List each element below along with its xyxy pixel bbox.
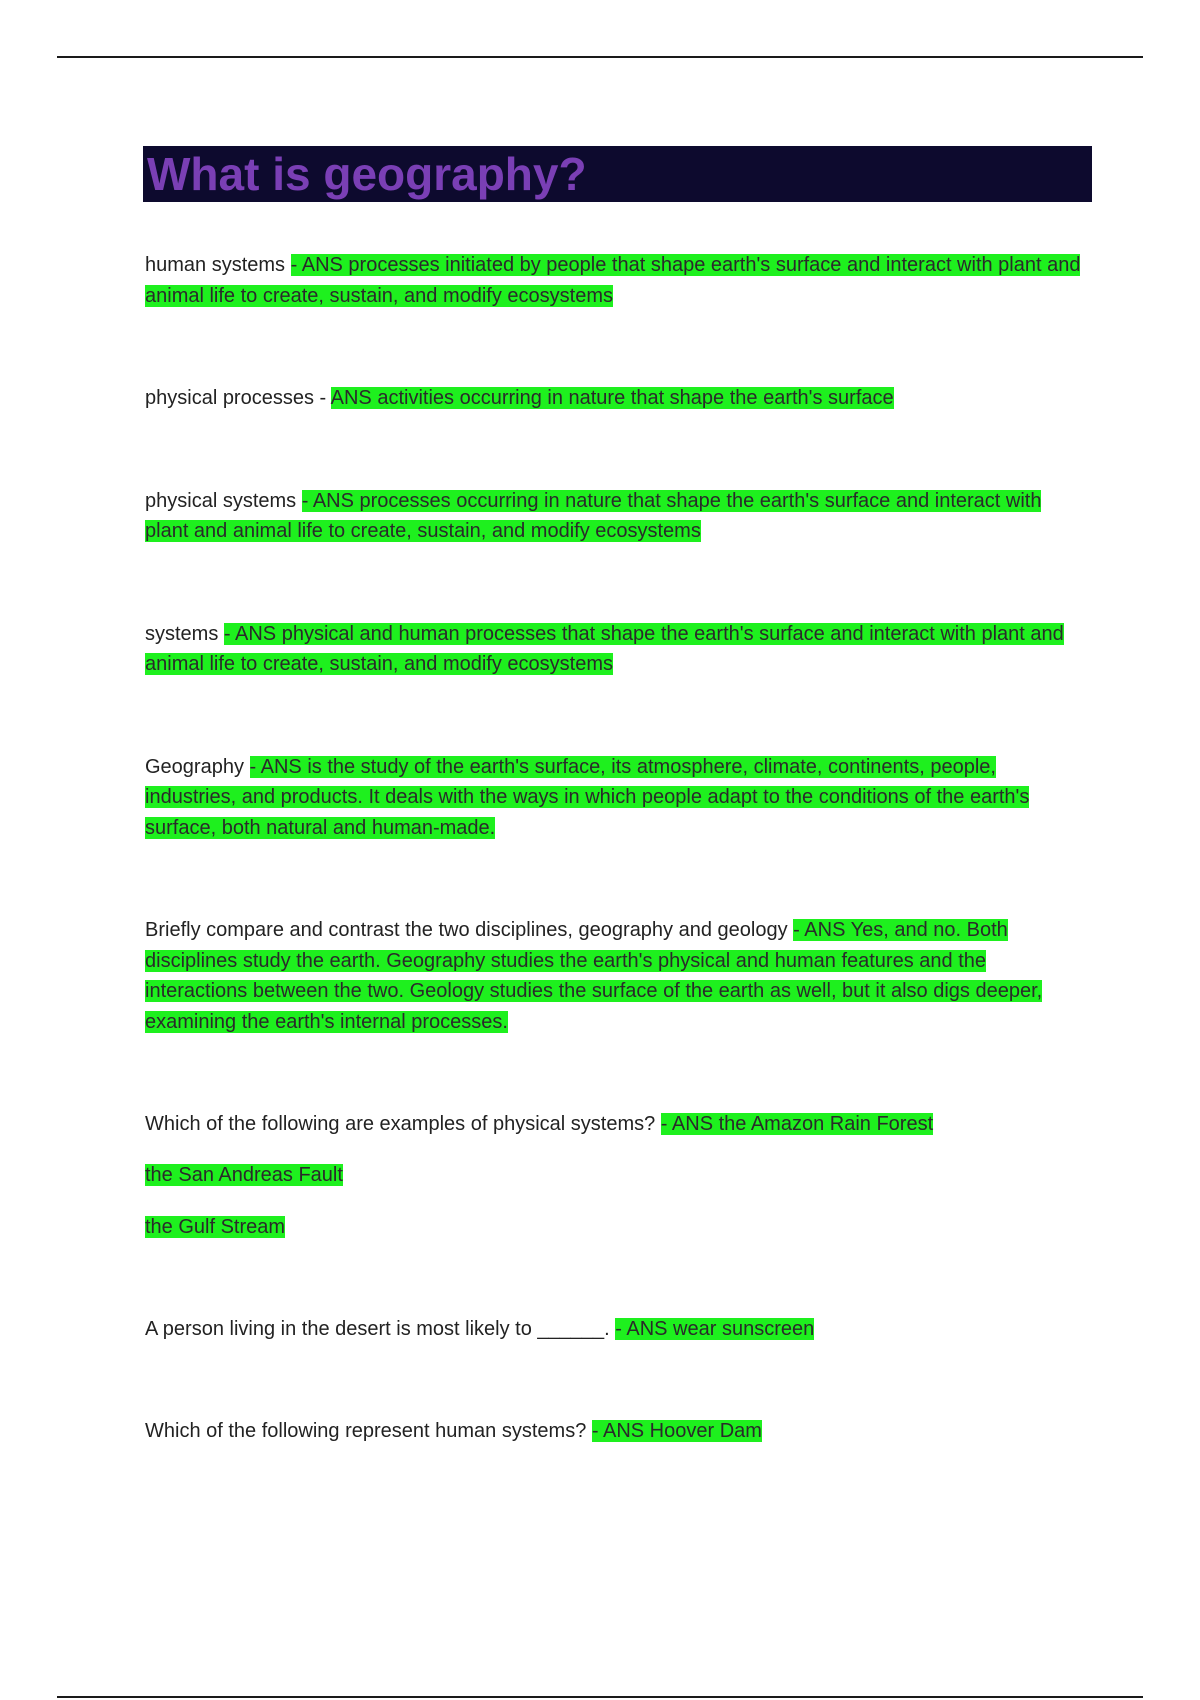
entry-answer: - ANS physical and human processes that shape the earth's surface and interact with plant and animal life to create, sustain, and modify ecosystems — [145, 622, 1064, 675]
answer-extra: the Gulf Stream — [145, 1215, 286, 1238]
flashcard-list — [145, 250, 1085, 1447]
entry-term: Which of the following are examples of physical systems? — [145, 1113, 656, 1135]
entry-term: systems — [145, 622, 219, 645]
bottom-rule — [57, 1696, 1143, 1698]
entry-physical-systems-examples — [145, 1109, 1085, 1242]
entry-term: A person living in the desert is most likely to ______. — [145, 1317, 610, 1340]
entry-physical-systems — [145, 486, 1085, 547]
entry-physical-processes — [145, 383, 1085, 414]
page-title: What is geography? — [147, 148, 587, 200]
entry-term: Geography — [145, 755, 244, 778]
entry-systems — [145, 619, 1085, 680]
entry-term: human systems — [145, 254, 286, 276]
entry-term: physical systems — [145, 489, 297, 512]
entry-term: Briefly compare and contrast the two disciplines, geography and geology — [145, 919, 788, 941]
entry-question-line — [145, 1109, 1085, 1140]
top-rule — [57, 56, 1143, 58]
entry-geography — [145, 752, 1085, 844]
entry-term: physical processes - — [145, 387, 331, 409]
entry-answer: - ANS Yes, and no. Both disciplines study the earth. Geography studies the earth's physical and human features and the interactions between the two. Geology studies the surface of the earth as well, but it also digs deeper, examining the earth's internal processes. — [145, 919, 1043, 1033]
title-banner — [143, 146, 1092, 202]
entry-answer: - ANS Hoover Dam — [591, 1420, 762, 1442]
answer-extra: the San Andreas Fault — [145, 1163, 343, 1186]
entry-term: Which of the following represent human systems? — [145, 1420, 587, 1442]
entry-desert — [145, 1314, 1085, 1345]
entry-answer: - ANS processes initiated by people that shape earth's surface and interact with plant and animal life to create, sustain, and modify ecosystems — [145, 254, 1081, 307]
entry-geography-vs-geology — [145, 915, 1085, 1037]
answer-line — [145, 1212, 1085, 1242]
entry-answer: ANS activities occurring in nature that shape the earth's surface — [330, 387, 894, 409]
entry-answer: - ANS is the study of the earth's surface, its atmosphere, climate, continents, people, industries, and products. It deals with the ways in which people adapt to the conditions of the earth's surface, both natural and human-made. — [145, 755, 1030, 839]
entry-answer: - ANS the Amazon Rain Forest — [660, 1113, 934, 1135]
entry-human-systems-examples — [145, 1416, 1085, 1447]
answer-line — [145, 1160, 1085, 1190]
entry-human-systems — [145, 250, 1085, 311]
entry-answer: - ANS wear sunscreen — [615, 1317, 815, 1340]
entry-answer: - ANS processes occurring in nature that shape the earth's surface and interact with plant and animal life to create, sustain, and modify ecosystems — [145, 489, 1042, 542]
